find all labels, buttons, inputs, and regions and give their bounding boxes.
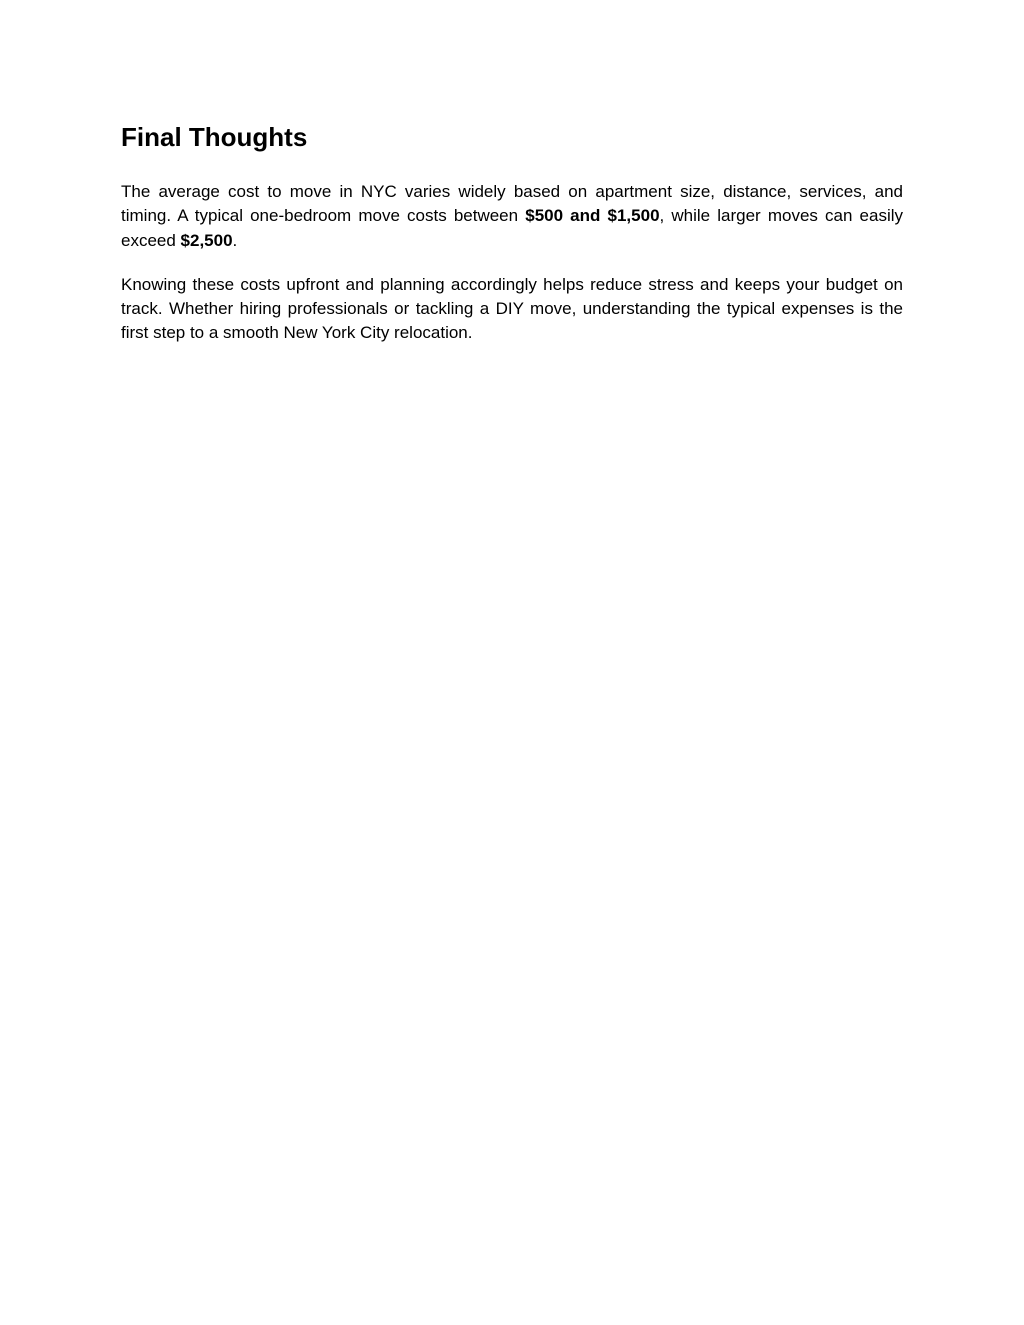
planning-paragraph: Knowing these costs upfront and planning accordingly helps reduce stress and keeps your budget on track. Whether hiring professionals or tackling a DIY move, understanding the typical expenses is the first step to a smooth New York City relocation. <box>121 274 903 343</box>
paragraph-text: . <box>232 230 238 250</box>
paragraph-text: The average cost to move in NYC varies widely based on apartment size, distance, services, and timing. A typical one-bedroom move costs between <box>121 182 903 226</box>
section-heading: Final Thoughts <box>121 122 308 152</box>
cost-summary-paragraph <box>121 180 903 253</box>
one-bedroom-cost-range: $500 and $1,500 <box>525 206 660 226</box>
larger-move-cost: $2,500 <box>180 230 233 250</box>
paragraph-text: , while larger moves can easily exceed <box>121 206 904 250</box>
document-page <box>121 118 903 366</box>
